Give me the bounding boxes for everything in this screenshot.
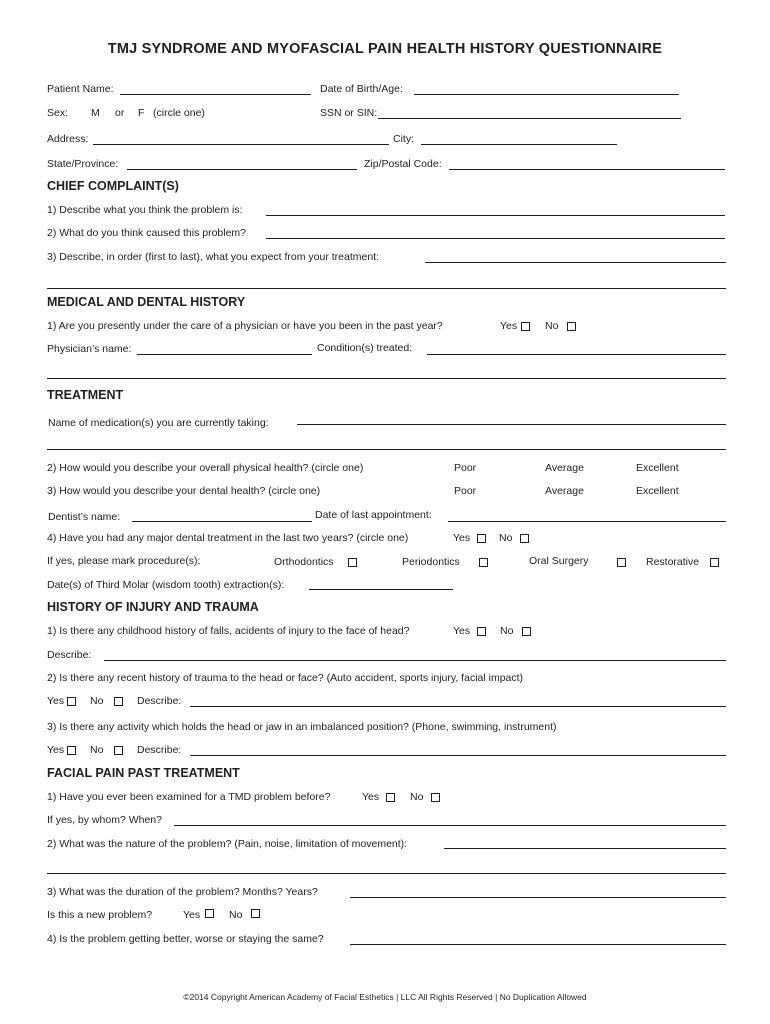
third-molar-label: Date(s) of Third Molar (wisdom tooth) extraction(s): — [47, 579, 285, 591]
medical-q1-no-label: No — [545, 320, 559, 332]
dob-label: Date of Birth/Age: — [320, 83, 403, 95]
medical-q1-no-checkbox[interactable] — [567, 322, 576, 331]
injury-q3-yes-checkbox[interactable] — [67, 746, 76, 755]
injury-heading: HISTORY OF INJURY AND TRAUMA — [47, 600, 259, 614]
injury-q1-no-checkbox[interactable] — [522, 627, 531, 636]
facial-q3-field[interactable] — [350, 897, 726, 898]
patient-name-field[interactable] — [120, 94, 311, 95]
state-label: State/Province: — [47, 158, 119, 170]
condition-field-extra[interactable] — [47, 378, 726, 379]
restorative-label: Restorative — [646, 556, 700, 568]
last-appointment-label: Date of last appointment: — [315, 509, 432, 521]
injury-q3-describe-field[interactable] — [190, 755, 726, 756]
new-problem-no-checkbox[interactable] — [251, 909, 260, 918]
copyright-footer: ©2014 Copyright American Academy of Facial Esthetics | LLC All Rights Reserved | No Duplication Allowed — [183, 992, 587, 1002]
injury-q2-describe-field[interactable] — [190, 706, 726, 707]
injury-q3-describe-label: Describe: — [137, 744, 182, 756]
sex-option-f[interactable]: F — [138, 107, 145, 119]
treatment-q4-yes-checkbox[interactable] — [477, 534, 486, 543]
dental-health-average[interactable]: Average — [545, 485, 584, 497]
medical-history-heading: MEDICAL AND DENTAL HISTORY — [47, 295, 246, 309]
medical-q1-yes-checkbox[interactable] — [521, 322, 530, 331]
zip-label: Zip/Postal Code: — [364, 158, 442, 170]
injury-q1-yes-label: Yes — [453, 625, 471, 637]
facial-q4-field[interactable] — [350, 944, 726, 945]
examined-by-field[interactable] — [174, 825, 726, 826]
medical-q1: 1) Are you presently under the care of a physician or have you been in the past year? — [47, 320, 443, 332]
facial-q1: 1) Have you ever been examined for a TMD problem before? — [47, 791, 331, 803]
treatment-heading: TREATMENT — [47, 388, 124, 402]
facial-q2-field-extra[interactable] — [47, 873, 726, 874]
address-label: Address: — [47, 133, 89, 145]
injury-q2-no-label: No — [90, 695, 104, 707]
injury-q3: 3) Is there any activity which holds the head or jaw in an imbalanced position? (Phone, swimming, instrument) — [47, 721, 557, 733]
injury-q1-yes-checkbox[interactable] — [477, 627, 486, 636]
injury-q2: 2) Is there any recent history of trauma to the head or face? (Auto accident, sports injury, facial impact) — [47, 672, 524, 684]
physical-health-excellent[interactable]: Excellent — [636, 462, 679, 474]
chief-q2: 2) What do you think caused this problem? — [47, 227, 247, 239]
oral-surgery-label: Oral Surgery — [529, 555, 589, 567]
facial-pain-heading: FACIAL PAIN PAST TREATMENT — [47, 766, 240, 780]
patient-name-label: Patient Name: — [47, 83, 114, 95]
facial-q1-no-checkbox[interactable] — [431, 793, 440, 802]
chief-q2-field[interactable] — [266, 238, 725, 239]
ssn-label: SSN or SIN: — [320, 107, 378, 119]
facial-q1-yes-label: Yes — [362, 791, 380, 803]
treatment-q4-no-checkbox[interactable] — [520, 534, 529, 543]
chief-q1: 1) Describe what you think the problem is: — [47, 204, 243, 216]
page-title: TMJ SYNDROME AND MYOFASCIAL PAIN HEALTH HISTORY QUESTIONNAIRE — [107, 41, 663, 57]
dental-health-excellent[interactable]: Excellent — [636, 485, 679, 497]
treatment-q3: 3) How would you describe your dental health? (circle one) — [47, 485, 321, 497]
medication-field-extra[interactable] — [47, 449, 726, 450]
medication-label: Name of medication(s) you are currently taking: — [48, 417, 269, 429]
injury-q3-yes-label: Yes — [47, 744, 65, 756]
restorative-checkbox[interactable] — [710, 558, 719, 567]
examined-by-label: If yes, by whom? When? — [47, 814, 162, 826]
condition-label: Condition(s) treated: — [317, 342, 413, 354]
dentist-label: Dentist’s name: — [48, 511, 121, 523]
facial-q2: 2) What was the nature of the problem? (Pain, noise, limitation of movement): — [47, 838, 408, 850]
periodontics-checkbox[interactable] — [479, 558, 488, 567]
medical-q1-yes-label: Yes — [500, 320, 518, 332]
medication-field[interactable] — [297, 424, 726, 425]
condition-field[interactable] — [427, 354, 726, 355]
treatment-q2: 2) How would you describe your overall physical health? (circle one) — [47, 462, 364, 474]
sex-label: Sex: — [47, 107, 69, 119]
facial-q1-no-label: No — [410, 791, 424, 803]
chief-q3-field[interactable] — [425, 262, 726, 263]
dob-field[interactable] — [414, 94, 679, 95]
procedure-label: If yes, please mark procedure(s): — [47, 555, 201, 567]
sex-or: or — [115, 107, 125, 119]
injury-q1-describe-label: Describe: — [47, 649, 92, 661]
injury-q2-yes-label: Yes — [47, 695, 65, 707]
injury-q3-no-checkbox[interactable] — [114, 746, 123, 755]
chief-complaint-heading: CHIEF COMPLAINT(S) — [47, 179, 179, 193]
sex-option-m[interactable]: M — [91, 107, 100, 119]
injury-q2-describe-label: Describe: — [137, 695, 182, 707]
injury-q1: 1) Is there any childhood history of falls, acidents of injury to the face of head? — [47, 625, 410, 637]
new-problem-label: Is this a new problem? — [47, 909, 153, 921]
address-field[interactable] — [93, 144, 389, 145]
sex-hint: (circle one) — [153, 107, 205, 119]
physician-label: Physician’s name: — [47, 343, 132, 355]
injury-q1-describe-field[interactable] — [104, 660, 726, 661]
third-molar-field[interactable] — [309, 589, 453, 590]
injury-q2-no-checkbox[interactable] — [114, 697, 123, 706]
ssn-field[interactable] — [378, 118, 681, 119]
physical-health-average[interactable]: Average — [545, 462, 584, 474]
facial-q4: 4) Is the problem getting better, worse or staying the same? — [47, 933, 324, 945]
treatment-q4-yes-label: Yes — [453, 532, 471, 544]
physician-field[interactable] — [137, 354, 312, 355]
zip-field[interactable] — [449, 169, 725, 170]
physical-health-poor[interactable]: Poor — [454, 462, 477, 474]
injury-q3-no-label: No — [90, 744, 104, 756]
facial-q1-yes-checkbox[interactable] — [386, 793, 395, 802]
treatment-q4: 4) Have you had any major dental treatment in the last two years? (circle one) — [47, 532, 409, 544]
orthodontics-checkbox[interactable] — [348, 558, 357, 567]
periodontics-label: Periodontics — [402, 556, 460, 568]
chief-q3: 3) Describe, in order (first to last), what you expect from your treatment: — [47, 251, 380, 263]
chief-q1-field[interactable] — [266, 215, 725, 216]
city-field[interactable] — [421, 144, 617, 145]
dental-health-poor[interactable]: Poor — [454, 485, 477, 497]
oral-surgery-checkbox[interactable] — [617, 558, 626, 567]
facial-q3: 3) What was the duration of the problem? Months? Years? — [47, 886, 318, 898]
injury-q1-no-label: No — [500, 625, 514, 637]
treatment-q4-no-label: No — [499, 532, 513, 544]
new-problem-yes-checkbox[interactable] — [205, 909, 214, 918]
last-appointment-field[interactable] — [448, 521, 726, 522]
new-problem-no-label: No — [229, 909, 243, 921]
orthodontics-label: Orthodontics — [274, 556, 334, 568]
chief-q3-field-extra[interactable] — [47, 288, 726, 289]
city-label: City: — [393, 133, 414, 145]
injury-q2-yes-checkbox[interactable] — [67, 697, 76, 706]
facial-q2-field[interactable] — [444, 848, 726, 849]
new-problem-yes-label: Yes — [183, 909, 201, 921]
state-field[interactable] — [127, 169, 357, 170]
dentist-field[interactable] — [132, 521, 312, 522]
